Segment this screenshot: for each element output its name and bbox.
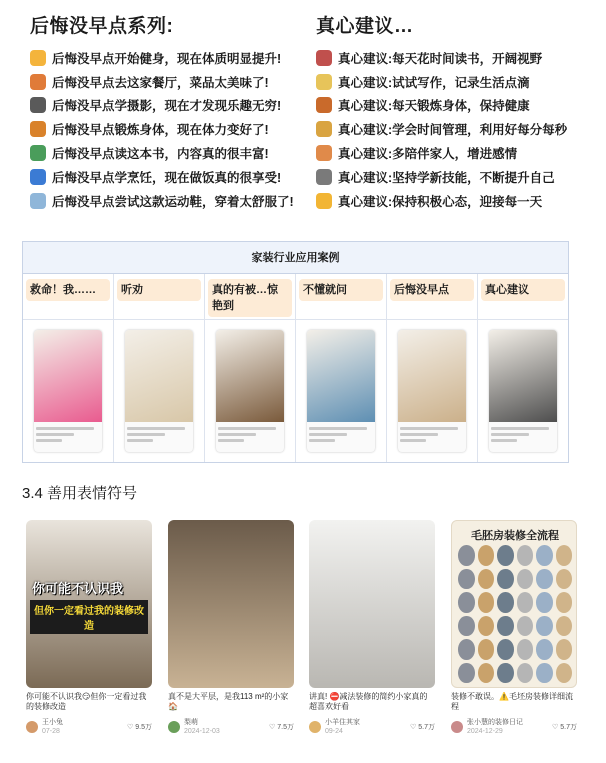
post-card-author-block bbox=[325, 718, 410, 736]
case-example-photo bbox=[125, 330, 193, 422]
right-list-item bbox=[316, 46, 601, 70]
post-card-title[interactable]: 你可能不认识我😏但你一定看过我的装修改造 bbox=[26, 692, 147, 711]
right-list-item-text: 真心建议:每天锻炼身体，保持健康 bbox=[338, 99, 530, 114]
memo-icon bbox=[316, 74, 332, 90]
case-column-body bbox=[478, 320, 568, 462]
post-card-list bbox=[26, 520, 576, 752]
case-example-photo bbox=[307, 330, 375, 422]
right-list-item-text: 真心建议:试试写作，记录生活点滴 bbox=[338, 75, 530, 90]
left-list-item bbox=[30, 94, 300, 118]
author-name[interactable]: 梨萌 bbox=[184, 719, 198, 726]
case-column-header bbox=[387, 274, 477, 320]
case-example-photo bbox=[34, 330, 102, 422]
left-list-item-text: 后悔没早点学烹饪，现在做饭真的很享受! bbox=[52, 170, 282, 185]
advice-title: 真心建议… bbox=[316, 16, 414, 37]
left-list-item bbox=[30, 141, 300, 165]
left-list-item-text: 后悔没早点尝试这款运动鞋，穿着太舒服了! bbox=[52, 194, 294, 209]
home-decor-case-table bbox=[22, 241, 569, 463]
right-list-item bbox=[316, 70, 601, 94]
case-example-caption bbox=[125, 422, 193, 452]
case-column-label: 后悔没早点 bbox=[390, 279, 474, 301]
post-card-title[interactable]: 装修不敢误。⚠️毛坯房装修详细流程 bbox=[451, 692, 573, 711]
runner-icon bbox=[316, 97, 332, 113]
case-column-header bbox=[296, 274, 386, 320]
left-list-item-text: 后悔没早点学摄影，现在才发现乐趣无穷! bbox=[52, 99, 282, 114]
post-date: 07-28 bbox=[42, 728, 60, 735]
regret-series-column bbox=[30, 12, 300, 213]
post-card-author-block bbox=[42, 718, 127, 736]
left-list-item bbox=[30, 165, 300, 189]
case-column-body bbox=[387, 320, 477, 462]
regret-series-title: 后悔没早点系列: bbox=[30, 16, 174, 37]
right-list-item-text: 真心建议:保持积极心态，迎接每一天 bbox=[338, 194, 543, 209]
case-example-thumbnail[interactable] bbox=[398, 330, 466, 452]
case-column bbox=[387, 274, 478, 462]
post-card-author-block bbox=[184, 718, 269, 736]
right-list-item-text: 真心建议:每天花时间读书，开阔视野 bbox=[338, 51, 543, 66]
heart-icon[interactable]: ♡ bbox=[127, 724, 136, 731]
left-list-item-text: 后悔没早点锻炼身体，现在体力变好了! bbox=[52, 123, 269, 138]
left-list-item-text: 后悔没早点去这家餐厅，菜品太美味了! bbox=[52, 75, 269, 90]
tips-section bbox=[0, 0, 606, 232]
post-card-overlay-subline: 但你一定看过我的装修改造 bbox=[30, 600, 148, 634]
case-example-photo bbox=[398, 330, 466, 422]
case-column-body bbox=[23, 320, 113, 462]
tools-icon bbox=[316, 169, 332, 185]
post-card-author-block bbox=[467, 718, 552, 736]
case-column bbox=[114, 274, 205, 462]
post-card-meta bbox=[451, 716, 577, 738]
case-example-photo bbox=[489, 330, 557, 422]
left-list-item bbox=[30, 117, 300, 141]
post-card-title[interactable]: 讲真! ⛔减法装修的简约小家真的超喜欢好看 bbox=[309, 692, 428, 711]
books-icon bbox=[30, 145, 46, 161]
post-card[interactable] bbox=[26, 520, 152, 752]
post-card-overlay-headline: 你可能不认识我 bbox=[32, 581, 124, 596]
case-column-body bbox=[296, 320, 386, 462]
case-table-title: 家装行业应用案例 bbox=[23, 242, 568, 274]
author-avatar[interactable] bbox=[309, 721, 321, 733]
case-column-body bbox=[114, 320, 204, 462]
right-list-item bbox=[316, 165, 601, 189]
right-list-item bbox=[316, 141, 601, 165]
case-example-caption bbox=[216, 422, 284, 452]
case-example-thumbnail[interactable] bbox=[307, 330, 375, 452]
case-column-label: 救命！我…… bbox=[26, 279, 110, 301]
case-column-label: 不懂就问 bbox=[299, 279, 383, 301]
case-example-caption bbox=[34, 422, 102, 452]
regret-series-list bbox=[30, 46, 300, 213]
flexed-bicep-icon bbox=[30, 50, 46, 66]
case-column bbox=[296, 274, 387, 462]
sun-face-icon bbox=[316, 193, 332, 209]
case-table-grid bbox=[23, 274, 568, 462]
left-list-item-text: 后悔没早点开始健身，现在体质明显提升! bbox=[52, 51, 282, 66]
like-count-value: 9.5万 bbox=[135, 724, 152, 731]
post-card[interactable] bbox=[168, 520, 294, 752]
right-list-item-text: 真心建议:多陪伴家人，增进感情 bbox=[338, 147, 518, 162]
magnifier-icon bbox=[30, 169, 46, 185]
post-card-meta bbox=[309, 716, 435, 738]
post-card-image-title: 毛胚房装修全流程 bbox=[471, 529, 559, 542]
left-list-item bbox=[30, 46, 300, 70]
post-card-meta bbox=[26, 716, 152, 738]
advice-list bbox=[316, 46, 601, 213]
case-example-caption bbox=[489, 422, 557, 452]
case-example-caption bbox=[307, 422, 375, 452]
author-avatar[interactable] bbox=[451, 721, 463, 733]
author-avatar[interactable] bbox=[26, 721, 38, 733]
sneaker-icon bbox=[30, 193, 46, 209]
heart-icon[interactable]: ♡ bbox=[552, 724, 561, 731]
case-example-thumbnail[interactable] bbox=[125, 330, 193, 452]
advice-column bbox=[316, 12, 601, 213]
heart-icon[interactable]: ♡ bbox=[269, 724, 278, 731]
case-column-header bbox=[23, 274, 113, 320]
author-name[interactable]: 小羊住其家 bbox=[325, 719, 360, 726]
left-list-item-text: 后悔没早点读这本书，内容真的很丰富! bbox=[52, 147, 269, 162]
fork-knife-plate-icon bbox=[30, 74, 46, 90]
like-count-value: 5.7万 bbox=[560, 724, 577, 731]
section-heading: 3.4 善用表情符号 bbox=[22, 485, 138, 502]
case-column-header bbox=[205, 274, 295, 320]
like-count-value: 7.5万 bbox=[277, 724, 294, 731]
books-icon bbox=[316, 50, 332, 66]
right-list-item bbox=[316, 94, 601, 118]
case-column-label: 听劝 bbox=[117, 279, 201, 301]
case-example-photo bbox=[216, 330, 284, 422]
post-date: 09-24 bbox=[325, 728, 343, 735]
case-column bbox=[478, 274, 568, 462]
post-card-image[interactable] bbox=[451, 520, 577, 688]
like-count[interactable] bbox=[127, 722, 152, 732]
post-card-image[interactable] bbox=[309, 520, 435, 688]
post-card[interactable] bbox=[309, 520, 435, 752]
right-list-item bbox=[316, 189, 601, 213]
case-column-header bbox=[478, 274, 568, 320]
camera-icon bbox=[30, 97, 46, 113]
right-list-item-text: 真心建议:学会时间管理，利用好每分每秒 bbox=[338, 123, 568, 138]
like-count[interactable] bbox=[552, 722, 577, 732]
right-list-item-text: 真心建议:坚持学新技能，不断提升自己 bbox=[338, 170, 555, 185]
post-card-title[interactable]: 真不是大平层，是我113 m²的小家🏠 bbox=[168, 692, 289, 711]
right-list-item bbox=[316, 117, 601, 141]
case-example-thumbnail[interactable] bbox=[216, 330, 284, 452]
post-card-image[interactable] bbox=[26, 520, 152, 688]
left-list-item bbox=[30, 70, 300, 94]
author-name[interactable]: 张小慧的装修日记 bbox=[467, 719, 523, 726]
family-icon bbox=[316, 145, 332, 161]
renovation-steps-grid bbox=[458, 545, 572, 683]
like-count[interactable] bbox=[410, 722, 435, 732]
author-avatar[interactable] bbox=[168, 721, 180, 733]
case-column-header bbox=[114, 274, 204, 320]
case-column-body bbox=[205, 320, 295, 462]
like-count[interactable] bbox=[269, 722, 294, 732]
case-column-label: 真心建议 bbox=[481, 279, 565, 301]
author-name[interactable]: 王小兔 bbox=[42, 719, 63, 726]
case-example-caption bbox=[398, 422, 466, 452]
case-column bbox=[23, 274, 114, 462]
like-count-value: 5.7万 bbox=[418, 724, 435, 731]
post-date: 2024-12-03 bbox=[184, 728, 220, 735]
post-card[interactable] bbox=[451, 520, 577, 752]
case-example-thumbnail[interactable] bbox=[34, 330, 102, 452]
post-card-meta bbox=[168, 716, 294, 738]
heart-icon[interactable]: ♡ bbox=[410, 724, 419, 731]
case-example-thumbnail[interactable] bbox=[489, 330, 557, 452]
post-date: 2024-12-29 bbox=[467, 728, 503, 735]
left-list-item bbox=[30, 189, 300, 213]
weightlifter-icon bbox=[30, 121, 46, 137]
post-card-image[interactable] bbox=[168, 520, 294, 688]
case-column-label: 真的有被…惊艳到 bbox=[208, 279, 292, 317]
case-column bbox=[205, 274, 296, 462]
hourglass-icon bbox=[316, 121, 332, 137]
